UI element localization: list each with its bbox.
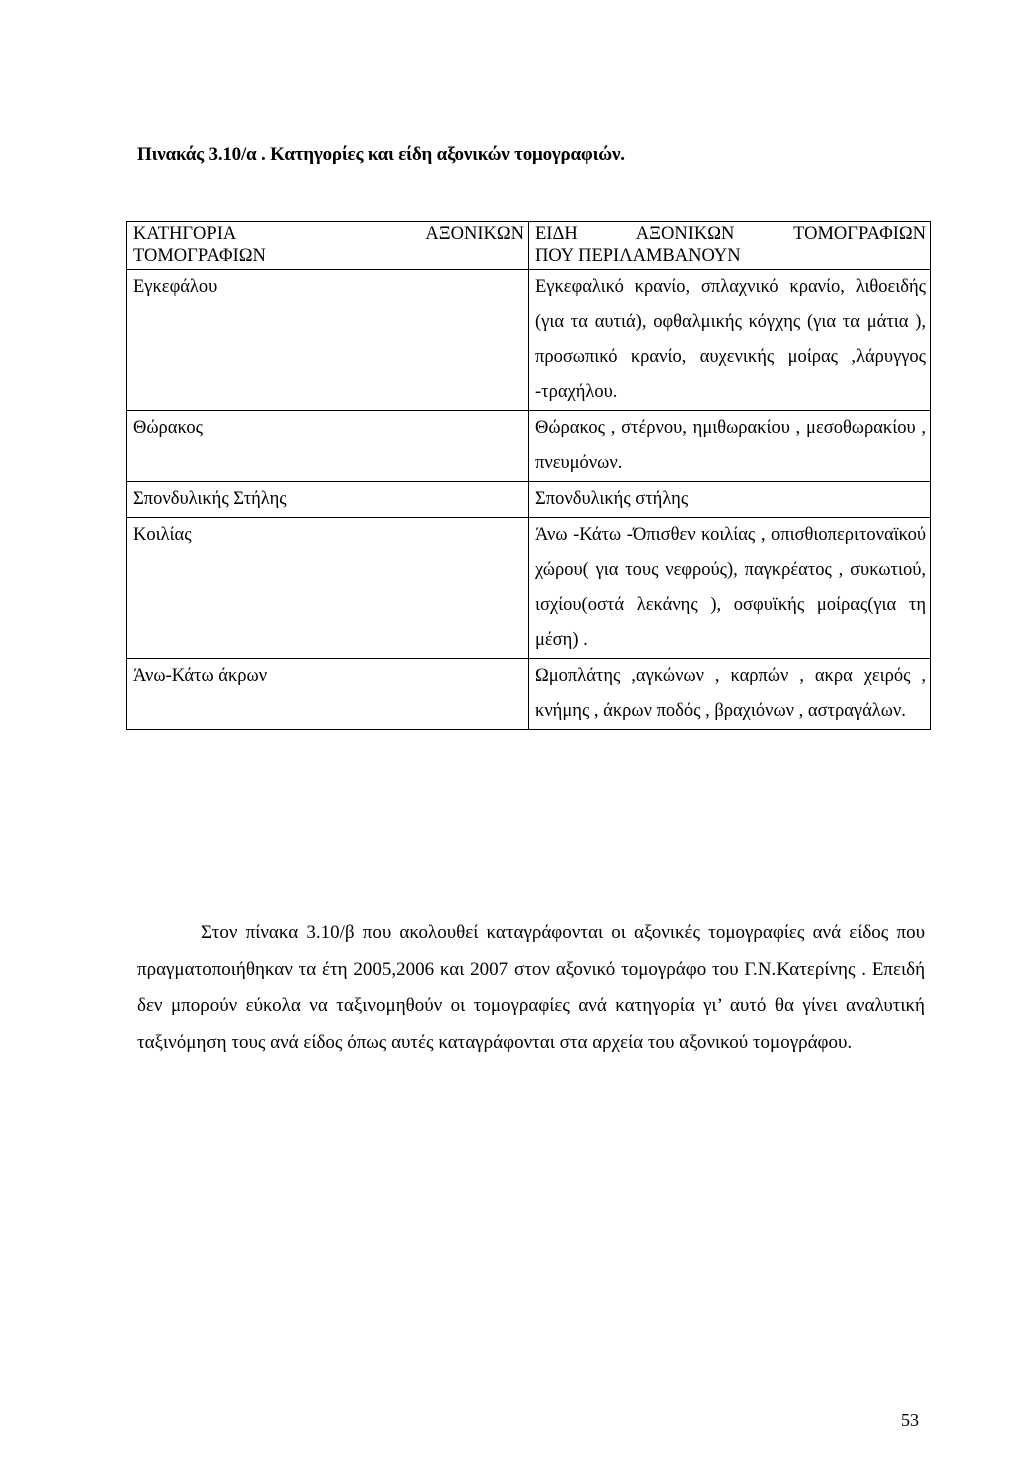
types-cell: Θώρακος , στέρνου, ημιθωρακίου , μεσοθωρακίου , πνευμόνων. [529, 411, 931, 482]
types-cell: Ωμοπλάτης ,αγκώνων , καρπών , ακρα χειρός , κνήμης , άκρων ποδός , βραχιόνων , αστραγάλων. [529, 659, 931, 730]
table-header-row [127, 222, 931, 270]
header-types-line2: ΠΟΥ ΠΕΡΙΛΑΜΒΑΝΟΥΝ [535, 246, 741, 266]
types-cell: Σπονδυλικής στήλης [529, 482, 931, 518]
category-cell: Σπονδυλικής Στήλης [127, 482, 529, 518]
page-number: 53 [901, 1410, 919, 1430]
category-cell: Κοιλίας [127, 518, 529, 659]
header-types-cell [529, 222, 931, 270]
types-cell: Άνω -Κάτω -Όπισθεν κοιλίας , οπισθιοπεριτοναϊκού χώρου( για τους νεφρούς), παγκρέατος , συκωτιού, ισχίου(οστά λεκάνης ), οσφυϊκής μοίρας(για τη μέση) . [529, 518, 931, 659]
header-category-word2: ΑΞΟΝΙΚΩΝ [425, 224, 524, 244]
table-row [127, 659, 931, 730]
table-row [127, 270, 931, 411]
ct-categories-table [126, 221, 931, 730]
header-category-line2: ΤΟΜΟΓΡΑΦΙΩΝ [133, 246, 266, 266]
body-paragraph: Στον πίνακα 3.10/β που ακολουθεί καταγράφονται οι αξονικές τομογραφίες ανά είδος που πραγματοποιήθηκαν τα έτη 2005,2006 και 2007 στον αξονικό τομογράφο του Γ.Ν.Κατερίνης . Επειδή δεν μπορούν εύκολα να ταξινομηθούν οι τομογραφίες ανά κατηγορία γι’ αυτό θα γίνει αναλυτική ταξινόμηση τους ανά είδος όπως αυτές καταγράφονται στα αρχεία του αξονικού τομογράφου. [137, 922, 925, 1053]
types-cell: Εγκεφαλικό κρανίο, σπλαχνικό κρανίο, λιθοειδής (για τα αυτιά), οφθαλμικής κόγχης (για τα μάτια ), προσωπικό κρανίο, αυχενικής μοίρας ,λάρυγγος -τραχήλου. [529, 270, 931, 411]
header-category-word1: ΚΑΤΗΓΟΡΙΑ [133, 224, 237, 244]
category-cell: Άνω-Κάτω άκρων [127, 659, 529, 730]
header-category-cell [127, 222, 529, 270]
category-cell: Θώρακος [127, 411, 529, 482]
table-caption: Πινακάς 3.10/α . Κατηγορίες και είδη αξονικών τομογραφιών. [137, 144, 625, 165]
table-row [127, 518, 931, 659]
category-cell: Εγκεφάλου [127, 270, 529, 411]
table-row [127, 482, 931, 518]
header-types-line1: ΕΙΔΗ ΑΞΟΝΙΚΩΝ ΤΟΜΟΓΡΑΦΙΩΝ [535, 224, 926, 244]
table-row [127, 411, 931, 482]
